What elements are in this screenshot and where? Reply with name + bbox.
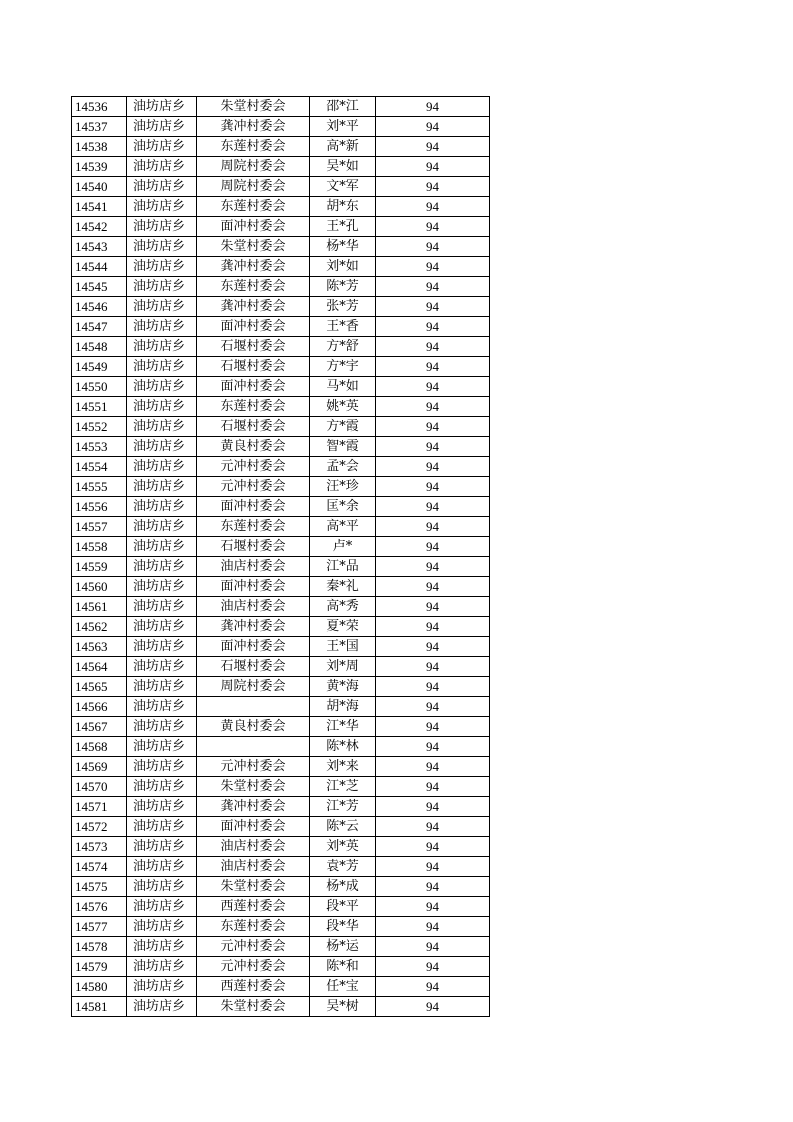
record-id-cell: 14549 (72, 357, 127, 377)
table-row (72, 337, 490, 357)
person-name-cell: 江*华 (310, 717, 376, 737)
village-committee-cell: 面冲村委会 (197, 817, 310, 837)
table-row (72, 237, 490, 257)
table-row (72, 757, 490, 777)
record-id-cell: 14563 (72, 637, 127, 657)
person-name-cell: 吴*树 (310, 997, 376, 1017)
person-name-cell: 邵*江 (310, 97, 376, 117)
village-committee-cell: 周院村委会 (197, 157, 310, 177)
record-id-cell: 14568 (72, 737, 127, 757)
person-name-cell: 夏*荣 (310, 617, 376, 637)
record-id-cell: 14555 (72, 477, 127, 497)
score-cell: 94 (376, 557, 490, 577)
record-id-cell: 14566 (72, 697, 127, 717)
person-name-cell: 陈*林 (310, 737, 376, 757)
record-id-cell: 14565 (72, 677, 127, 697)
score-cell: 94 (376, 837, 490, 857)
score-cell: 94 (376, 977, 490, 997)
table-row (72, 497, 490, 517)
record-id-cell: 14542 (72, 217, 127, 237)
village-committee-cell: 元冲村委会 (197, 757, 310, 777)
table-row (72, 177, 490, 197)
town-cell: 油坊店乡 (127, 257, 197, 277)
village-committee-cell: 朱堂村委会 (197, 997, 310, 1017)
table-row (72, 557, 490, 577)
record-id-cell: 14564 (72, 657, 127, 677)
village-committee-cell: 面冲村委会 (197, 497, 310, 517)
town-cell: 油坊店乡 (127, 837, 197, 857)
record-id-cell: 14557 (72, 517, 127, 537)
score-cell: 94 (376, 857, 490, 877)
village-committee-cell: 龚冲村委会 (197, 117, 310, 137)
town-cell: 油坊店乡 (127, 737, 197, 757)
person-name-cell: 智*霞 (310, 437, 376, 457)
table-row (72, 377, 490, 397)
village-committee-cell: 朱堂村委会 (197, 97, 310, 117)
score-cell: 94 (376, 617, 490, 637)
score-cell: 94 (376, 277, 490, 297)
village-committee-cell: 元冲村委会 (197, 457, 310, 477)
table-row (72, 597, 490, 617)
town-cell: 油坊店乡 (127, 657, 197, 677)
record-id-cell: 14539 (72, 157, 127, 177)
person-name-cell: 方*舒 (310, 337, 376, 357)
village-committee-cell: 西莲村委会 (197, 897, 310, 917)
record-id-cell: 14578 (72, 937, 127, 957)
table-row (72, 417, 490, 437)
score-cell: 94 (376, 757, 490, 777)
score-cell: 94 (376, 357, 490, 377)
table-row (72, 657, 490, 677)
score-cell: 94 (376, 477, 490, 497)
town-cell: 油坊店乡 (127, 897, 197, 917)
town-cell: 油坊店乡 (127, 97, 197, 117)
score-cell: 94 (376, 257, 490, 277)
record-id-cell: 14571 (72, 797, 127, 817)
score-cell: 94 (376, 157, 490, 177)
town-cell: 油坊店乡 (127, 397, 197, 417)
record-id-cell: 14581 (72, 997, 127, 1017)
record-id-cell: 14580 (72, 977, 127, 997)
person-name-cell: 刘*周 (310, 657, 376, 677)
town-cell: 油坊店乡 (127, 857, 197, 877)
table-row (72, 997, 490, 1017)
person-name-cell: 陈*芳 (310, 277, 376, 297)
village-committee-cell: 油店村委会 (197, 557, 310, 577)
table-row (72, 297, 490, 317)
table-row (72, 837, 490, 857)
town-cell: 油坊店乡 (127, 177, 197, 197)
town-cell: 油坊店乡 (127, 877, 197, 897)
table-row (72, 437, 490, 457)
score-cell: 94 (376, 457, 490, 477)
person-name-cell: 刘*如 (310, 257, 376, 277)
record-id-cell: 14559 (72, 557, 127, 577)
table-row (72, 137, 490, 157)
record-id-cell: 14536 (72, 97, 127, 117)
record-id-cell: 14550 (72, 377, 127, 397)
village-committee-cell: 朱堂村委会 (197, 237, 310, 257)
table-row (72, 797, 490, 817)
person-name-cell: 段*平 (310, 897, 376, 917)
town-cell: 油坊店乡 (127, 757, 197, 777)
table-row (72, 317, 490, 337)
score-cell: 94 (376, 417, 490, 437)
town-cell: 油坊店乡 (127, 477, 197, 497)
record-id-cell: 14556 (72, 497, 127, 517)
person-name-cell: 江*品 (310, 557, 376, 577)
table-row (72, 957, 490, 977)
score-cell: 94 (376, 637, 490, 657)
town-cell: 油坊店乡 (127, 517, 197, 537)
village-committee-cell: 朱堂村委会 (197, 877, 310, 897)
town-cell: 油坊店乡 (127, 977, 197, 997)
table-row (72, 277, 490, 297)
village-committee-cell: 龚冲村委会 (197, 797, 310, 817)
score-cell: 94 (376, 397, 490, 417)
table-row (72, 577, 490, 597)
town-cell: 油坊店乡 (127, 597, 197, 617)
table-row (72, 537, 490, 557)
record-id-cell: 14541 (72, 197, 127, 217)
person-name-cell: 姚*英 (310, 397, 376, 417)
record-id-cell: 14543 (72, 237, 127, 257)
records-table (71, 96, 490, 1017)
village-committee-cell: 黄良村委会 (197, 437, 310, 457)
table-row (72, 877, 490, 897)
village-committee-cell: 朱堂村委会 (197, 777, 310, 797)
person-name-cell: 杨*华 (310, 237, 376, 257)
person-name-cell: 刘*平 (310, 117, 376, 137)
score-cell: 94 (376, 897, 490, 917)
village-committee-cell: 面冲村委会 (197, 377, 310, 397)
village-committee-cell: 元冲村委会 (197, 937, 310, 957)
person-name-cell: 江*芳 (310, 797, 376, 817)
score-cell: 94 (376, 497, 490, 517)
person-name-cell: 匡*余 (310, 497, 376, 517)
town-cell: 油坊店乡 (127, 557, 197, 577)
record-id-cell: 14561 (72, 597, 127, 617)
score-cell: 94 (376, 737, 490, 757)
town-cell: 油坊店乡 (127, 957, 197, 977)
record-id-cell: 14567 (72, 717, 127, 737)
score-cell: 94 (376, 337, 490, 357)
person-name-cell: 孟*会 (310, 457, 376, 477)
record-id-cell: 14552 (72, 417, 127, 437)
town-cell: 油坊店乡 (127, 237, 197, 257)
score-cell: 94 (376, 237, 490, 257)
table-row (72, 117, 490, 137)
person-name-cell: 王*香 (310, 317, 376, 337)
village-committee-cell: 龚冲村委会 (197, 617, 310, 637)
village-committee-cell: 东莲村委会 (197, 197, 310, 217)
village-committee-cell: 石堰村委会 (197, 657, 310, 677)
table-row (72, 637, 490, 657)
record-id-cell: 14540 (72, 177, 127, 197)
town-cell: 油坊店乡 (127, 157, 197, 177)
score-cell: 94 (376, 657, 490, 677)
town-cell: 油坊店乡 (127, 337, 197, 357)
person-name-cell: 陈*和 (310, 957, 376, 977)
town-cell: 油坊店乡 (127, 577, 197, 597)
town-cell: 油坊店乡 (127, 937, 197, 957)
table-row (72, 857, 490, 877)
score-cell: 94 (376, 697, 490, 717)
score-cell: 94 (376, 797, 490, 817)
score-cell: 94 (376, 117, 490, 137)
town-cell: 油坊店乡 (127, 817, 197, 837)
village-committee-cell: 石堰村委会 (197, 417, 310, 437)
town-cell: 油坊店乡 (127, 917, 197, 937)
person-name-cell: 刘*英 (310, 837, 376, 857)
town-cell: 油坊店乡 (127, 537, 197, 557)
score-cell: 94 (376, 437, 490, 457)
village-committee-cell: 元冲村委会 (197, 957, 310, 977)
person-name-cell: 刘*来 (310, 757, 376, 777)
village-committee-cell: 黄良村委会 (197, 717, 310, 737)
table-row (72, 457, 490, 477)
village-committee-cell: 东莲村委会 (197, 277, 310, 297)
score-cell: 94 (376, 937, 490, 957)
town-cell: 油坊店乡 (127, 377, 197, 397)
score-cell: 94 (376, 817, 490, 837)
score-cell: 94 (376, 517, 490, 537)
town-cell: 油坊店乡 (127, 777, 197, 797)
village-committee-cell: 面冲村委会 (197, 577, 310, 597)
town-cell: 油坊店乡 (127, 417, 197, 437)
score-cell: 94 (376, 577, 490, 597)
table-row (72, 97, 490, 117)
person-name-cell: 胡*海 (310, 697, 376, 717)
table-row (72, 257, 490, 277)
table-row (72, 617, 490, 637)
table-row (72, 677, 490, 697)
town-cell: 油坊店乡 (127, 717, 197, 737)
person-name-cell: 高*秀 (310, 597, 376, 617)
score-cell: 94 (376, 717, 490, 737)
record-id-cell: 14538 (72, 137, 127, 157)
score-cell: 94 (376, 997, 490, 1017)
record-id-cell: 14575 (72, 877, 127, 897)
table-row (72, 917, 490, 937)
person-name-cell: 胡*东 (310, 197, 376, 217)
village-committee-cell: 面冲村委会 (197, 217, 310, 237)
record-id-cell: 14554 (72, 457, 127, 477)
table-row (72, 717, 490, 737)
town-cell: 油坊店乡 (127, 357, 197, 377)
score-cell: 94 (376, 177, 490, 197)
record-id-cell: 14577 (72, 917, 127, 937)
table-row (72, 357, 490, 377)
village-committee-cell: 元冲村委会 (197, 477, 310, 497)
town-cell: 油坊店乡 (127, 617, 197, 637)
village-committee-cell: 面冲村委会 (197, 637, 310, 657)
village-committee-cell: 石堰村委会 (197, 537, 310, 557)
village-committee-cell: 周院村委会 (197, 177, 310, 197)
town-cell: 油坊店乡 (127, 677, 197, 697)
person-name-cell: 方*霞 (310, 417, 376, 437)
person-name-cell: 任*宝 (310, 977, 376, 997)
score-cell: 94 (376, 957, 490, 977)
record-id-cell: 14576 (72, 897, 127, 917)
score-cell: 94 (376, 137, 490, 157)
town-cell: 油坊店乡 (127, 457, 197, 477)
town-cell: 油坊店乡 (127, 437, 197, 457)
village-committee-cell: 龚冲村委会 (197, 257, 310, 277)
table-row (72, 897, 490, 917)
person-name-cell: 吴*如 (310, 157, 376, 177)
table-row (72, 817, 490, 837)
score-cell: 94 (376, 297, 490, 317)
table-row (72, 697, 490, 717)
table-row (72, 397, 490, 417)
village-committee-cell: 油店村委会 (197, 857, 310, 877)
village-committee-cell: 石堰村委会 (197, 357, 310, 377)
village-committee-cell: 油店村委会 (197, 597, 310, 617)
town-cell: 油坊店乡 (127, 797, 197, 817)
record-id-cell: 14562 (72, 617, 127, 637)
person-name-cell: 秦*礼 (310, 577, 376, 597)
person-name-cell: 杨*运 (310, 937, 376, 957)
town-cell: 油坊店乡 (127, 137, 197, 157)
person-name-cell: 陈*云 (310, 817, 376, 837)
score-cell: 94 (376, 97, 490, 117)
village-committee-cell: 油店村委会 (197, 837, 310, 857)
village-committee-cell: 周院村委会 (197, 677, 310, 697)
table-row (72, 937, 490, 957)
town-cell: 油坊店乡 (127, 197, 197, 217)
village-committee-cell: 东莲村委会 (197, 137, 310, 157)
village-committee-cell: 龚冲村委会 (197, 297, 310, 317)
table-row (72, 737, 490, 757)
village-committee-cell: 面冲村委会 (197, 317, 310, 337)
town-cell: 油坊店乡 (127, 277, 197, 297)
record-id-cell: 14579 (72, 957, 127, 977)
person-name-cell: 卢* (310, 537, 376, 557)
village-committee-cell: 石堰村委会 (197, 337, 310, 357)
town-cell: 油坊店乡 (127, 697, 197, 717)
records-table-body (72, 97, 490, 1017)
person-name-cell: 王*国 (310, 637, 376, 657)
person-name-cell: 高*平 (310, 517, 376, 537)
record-id-cell: 14569 (72, 757, 127, 777)
town-cell: 油坊店乡 (127, 497, 197, 517)
record-id-cell: 14573 (72, 837, 127, 857)
score-cell: 94 (376, 317, 490, 337)
record-id-cell: 14546 (72, 297, 127, 317)
record-id-cell: 14545 (72, 277, 127, 297)
record-id-cell: 14574 (72, 857, 127, 877)
town-cell: 油坊店乡 (127, 997, 197, 1017)
score-cell: 94 (376, 197, 490, 217)
table-row (72, 777, 490, 797)
town-cell: 油坊店乡 (127, 217, 197, 237)
table-row (72, 517, 490, 537)
table-row (72, 477, 490, 497)
record-id-cell: 14558 (72, 537, 127, 557)
person-name-cell: 袁*芳 (310, 857, 376, 877)
person-name-cell: 杨*成 (310, 877, 376, 897)
village-committee-cell: 东莲村委会 (197, 397, 310, 417)
person-name-cell: 高*新 (310, 137, 376, 157)
person-name-cell: 马*如 (310, 377, 376, 397)
village-committee-cell (197, 697, 310, 717)
person-name-cell: 黄*海 (310, 677, 376, 697)
score-cell: 94 (376, 777, 490, 797)
score-cell: 94 (376, 677, 490, 697)
score-cell: 94 (376, 537, 490, 557)
record-id-cell: 14572 (72, 817, 127, 837)
person-name-cell: 汪*珍 (310, 477, 376, 497)
score-cell: 94 (376, 597, 490, 617)
person-name-cell: 张*芳 (310, 297, 376, 317)
score-cell: 94 (376, 917, 490, 937)
record-id-cell: 14551 (72, 397, 127, 417)
person-name-cell: 文*军 (310, 177, 376, 197)
table-row (72, 217, 490, 237)
table-row (72, 157, 490, 177)
record-id-cell: 14548 (72, 337, 127, 357)
town-cell: 油坊店乡 (127, 317, 197, 337)
score-cell: 94 (376, 217, 490, 237)
score-cell: 94 (376, 877, 490, 897)
village-committee-cell: 东莲村委会 (197, 517, 310, 537)
person-name-cell: 方*宇 (310, 357, 376, 377)
table-row (72, 977, 490, 997)
record-id-cell: 14570 (72, 777, 127, 797)
person-name-cell: 王*孔 (310, 217, 376, 237)
village-committee-cell (197, 737, 310, 757)
town-cell: 油坊店乡 (127, 297, 197, 317)
record-id-cell: 14544 (72, 257, 127, 277)
town-cell: 油坊店乡 (127, 117, 197, 137)
person-name-cell: 段*华 (310, 917, 376, 937)
record-id-cell: 14553 (72, 437, 127, 457)
village-committee-cell: 西莲村委会 (197, 977, 310, 997)
record-id-cell: 14560 (72, 577, 127, 597)
village-committee-cell: 东莲村委会 (197, 917, 310, 937)
score-cell: 94 (376, 377, 490, 397)
record-id-cell: 14547 (72, 317, 127, 337)
record-id-cell: 14537 (72, 117, 127, 137)
person-name-cell: 江*芝 (310, 777, 376, 797)
town-cell: 油坊店乡 (127, 637, 197, 657)
table-row (72, 197, 490, 217)
